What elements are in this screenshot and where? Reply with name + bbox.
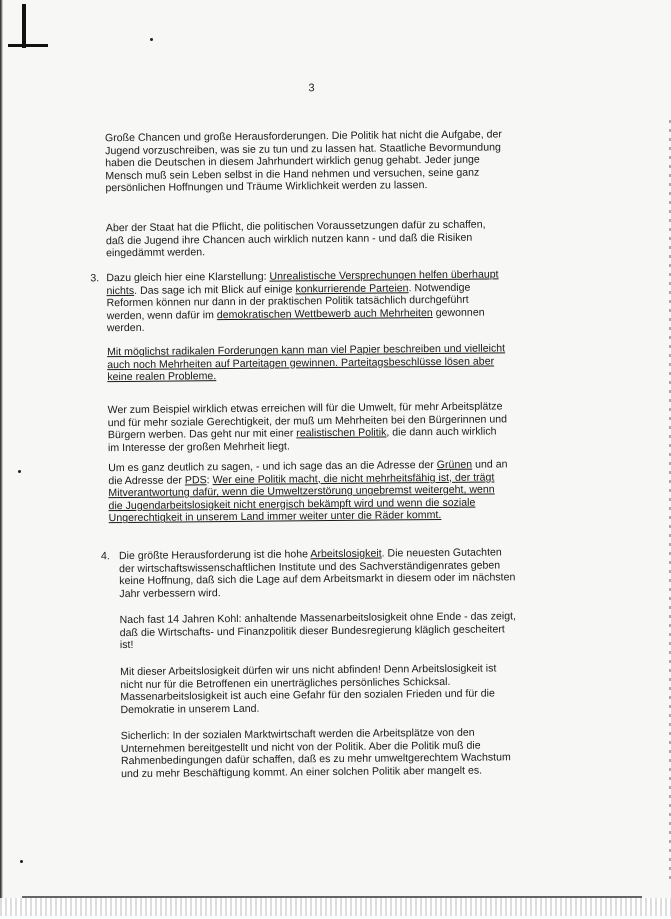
paragraph [120, 610, 520, 652]
paragraph-text: Nach fast 14 Jahren Kohl: anhaltende Massenarbeitslosigkeit ohne Ende - das zeigt, daß die Wirtschafts- und Finanzpolitik dieser Bundesregierung kläglich gescheitert ist! [119, 610, 517, 652]
underlined-text: Wer eine Politik macht, die nicht mehrheitsfähig ist, der trägt Mitverantwortung dafür, wenn die Umweltzerstörung ungebremst weitergeht, wenn die Jugendarbeitslosigkeit nicht energisch bekämpft wird und wenn die soziale Ungerechtigkeit in unserem Land immer weiter unter die Räder kommt. [108, 471, 495, 525]
text-segment: : [206, 473, 213, 486]
paragraph-text: Große Chancen und große Herausforderungen. Die Politik hat nicht die Aufgabe, der Jugend vorzuschreiben, was sie zu tun und zu lassen hat. Staatliche Bevormundung haben die Deutschen in diesem Jahrhundert wirklich genug gehabt. Jeder junge Mensch muß sein Leben selbst in die Hand nehmen und versuchen, seine ganz persönlichen Hoffnungen und Träume Wirklichkeit werden zu lassen. [104, 128, 502, 195]
text-segment: Dazu gleich hier eine Klarstellung: [106, 270, 270, 285]
text-segment: . Das sage ich mit Blick auf einige [134, 282, 296, 297]
underlined-text: Arbeitslosigkeit [310, 547, 382, 561]
paragraph [106, 268, 507, 335]
paragraph [107, 342, 507, 384]
paragraph-text [106, 268, 507, 335]
text-segment: Wer zum Beispiel wirklich etwas erreichen will für die Umwelt, für mehr Arbeitsplätze und für mehr soziale Gerechtigkeit, der muß um Mehrheiten bei den Bürgerinnen und Bürgern werben. Das geht nur mit einer [107, 400, 508, 442]
text-segment: , die dann auch wirklich im Interesse der großen Mehrheit liegt. [107, 425, 497, 454]
paragraph [108, 400, 508, 454]
paragraph-text: Sicherlich: In der sozialen Marktwirtschaft werden die Arbeitsplätze von den Unternehmen bereitgestellt und nicht von der Politik. Aber die Politik muß die Rahmenbedingungen dafür schaffen, daß es zu mehr umweltgerechtem Wachstum und zu mehr Beschäftigung kommt. An einer solchen Politik aber mangelt es. [120, 726, 511, 780]
text-segment: gewonnen werden. [106, 306, 485, 335]
paragraph [119, 546, 519, 600]
item-number: 3. [90, 272, 100, 285]
underlined-text: Grünen [436, 458, 473, 472]
paragraph [108, 458, 509, 525]
underlined-text: konkurrierende Parteien [295, 281, 409, 295]
page-number: 3 [308, 82, 315, 95]
paragraph [120, 662, 520, 716]
paragraph-text: Aber der Staat hat die Pflicht, die politischen Voraussetzungen dafür zu schaffen, daß die Jugend ihre Chancen auch wirklich nutzen kann - und daß die Risiken eingedämmt werden. [105, 218, 486, 260]
text-segment: und an die Adresse der [108, 458, 508, 487]
paragraph [106, 218, 506, 260]
paragraph-text [108, 458, 509, 525]
text-segment: Die größte Herausforderung ist die hohe [118, 548, 311, 563]
underlined-text: demokratischen Wettbewerb auch Mehrheiten [216, 306, 433, 321]
paragraph-text [108, 400, 508, 454]
underlined-text: PDS [184, 473, 207, 487]
paragraph [105, 128, 506, 195]
text-segment: . Die neuesten Gutachten der wirtschaftswissenschaftlichen Institute und des Sachverständigenrates geben keine Hoffnung, daß sich die Lage auf dem Arbeitsmarkt in diesem oder im nächsten Jahr verbessern wird. [119, 546, 516, 600]
paragraph-text: Mit dieser Arbeitslosigkeit dürfen wir uns nicht abfinden! Denn Arbeitslosigkeit ist nicht nur für die Betroffenen ein unerträgliches persönliches Schicksal. Massenarbeitslosigkeit ist auch eine Gefahr für den sozialen Frieden und für die Demokratie in unserem Land. [120, 662, 497, 716]
paragraph-text [119, 546, 519, 600]
paragraph [121, 726, 521, 780]
text-segment: Um es ganz deutlich zu sagen, - und ich sage das an die Adresse der [108, 459, 437, 475]
underlined-text: Unrealistische Versprechungen helfen überhaupt nichts [106, 268, 499, 297]
underlined-text: Mit möglichst radikalen Forderungen kann man viel Papier beschreiben und vielleicht auch noch Mehrheiten auf Parteitagen gewinnen. Parteitagsbeschlüsse lösen aber keine realen Probleme. [106, 342, 506, 384]
text-segment: . Notwendige Reformen können nur dann in der praktischen Politik tatsächlich durchgeführt werden, wenn dafür im [106, 281, 471, 322]
underlined-text: realistischen Politik [296, 426, 387, 440]
paragraph-text [107, 342, 507, 384]
item-number: 4. [100, 550, 110, 563]
